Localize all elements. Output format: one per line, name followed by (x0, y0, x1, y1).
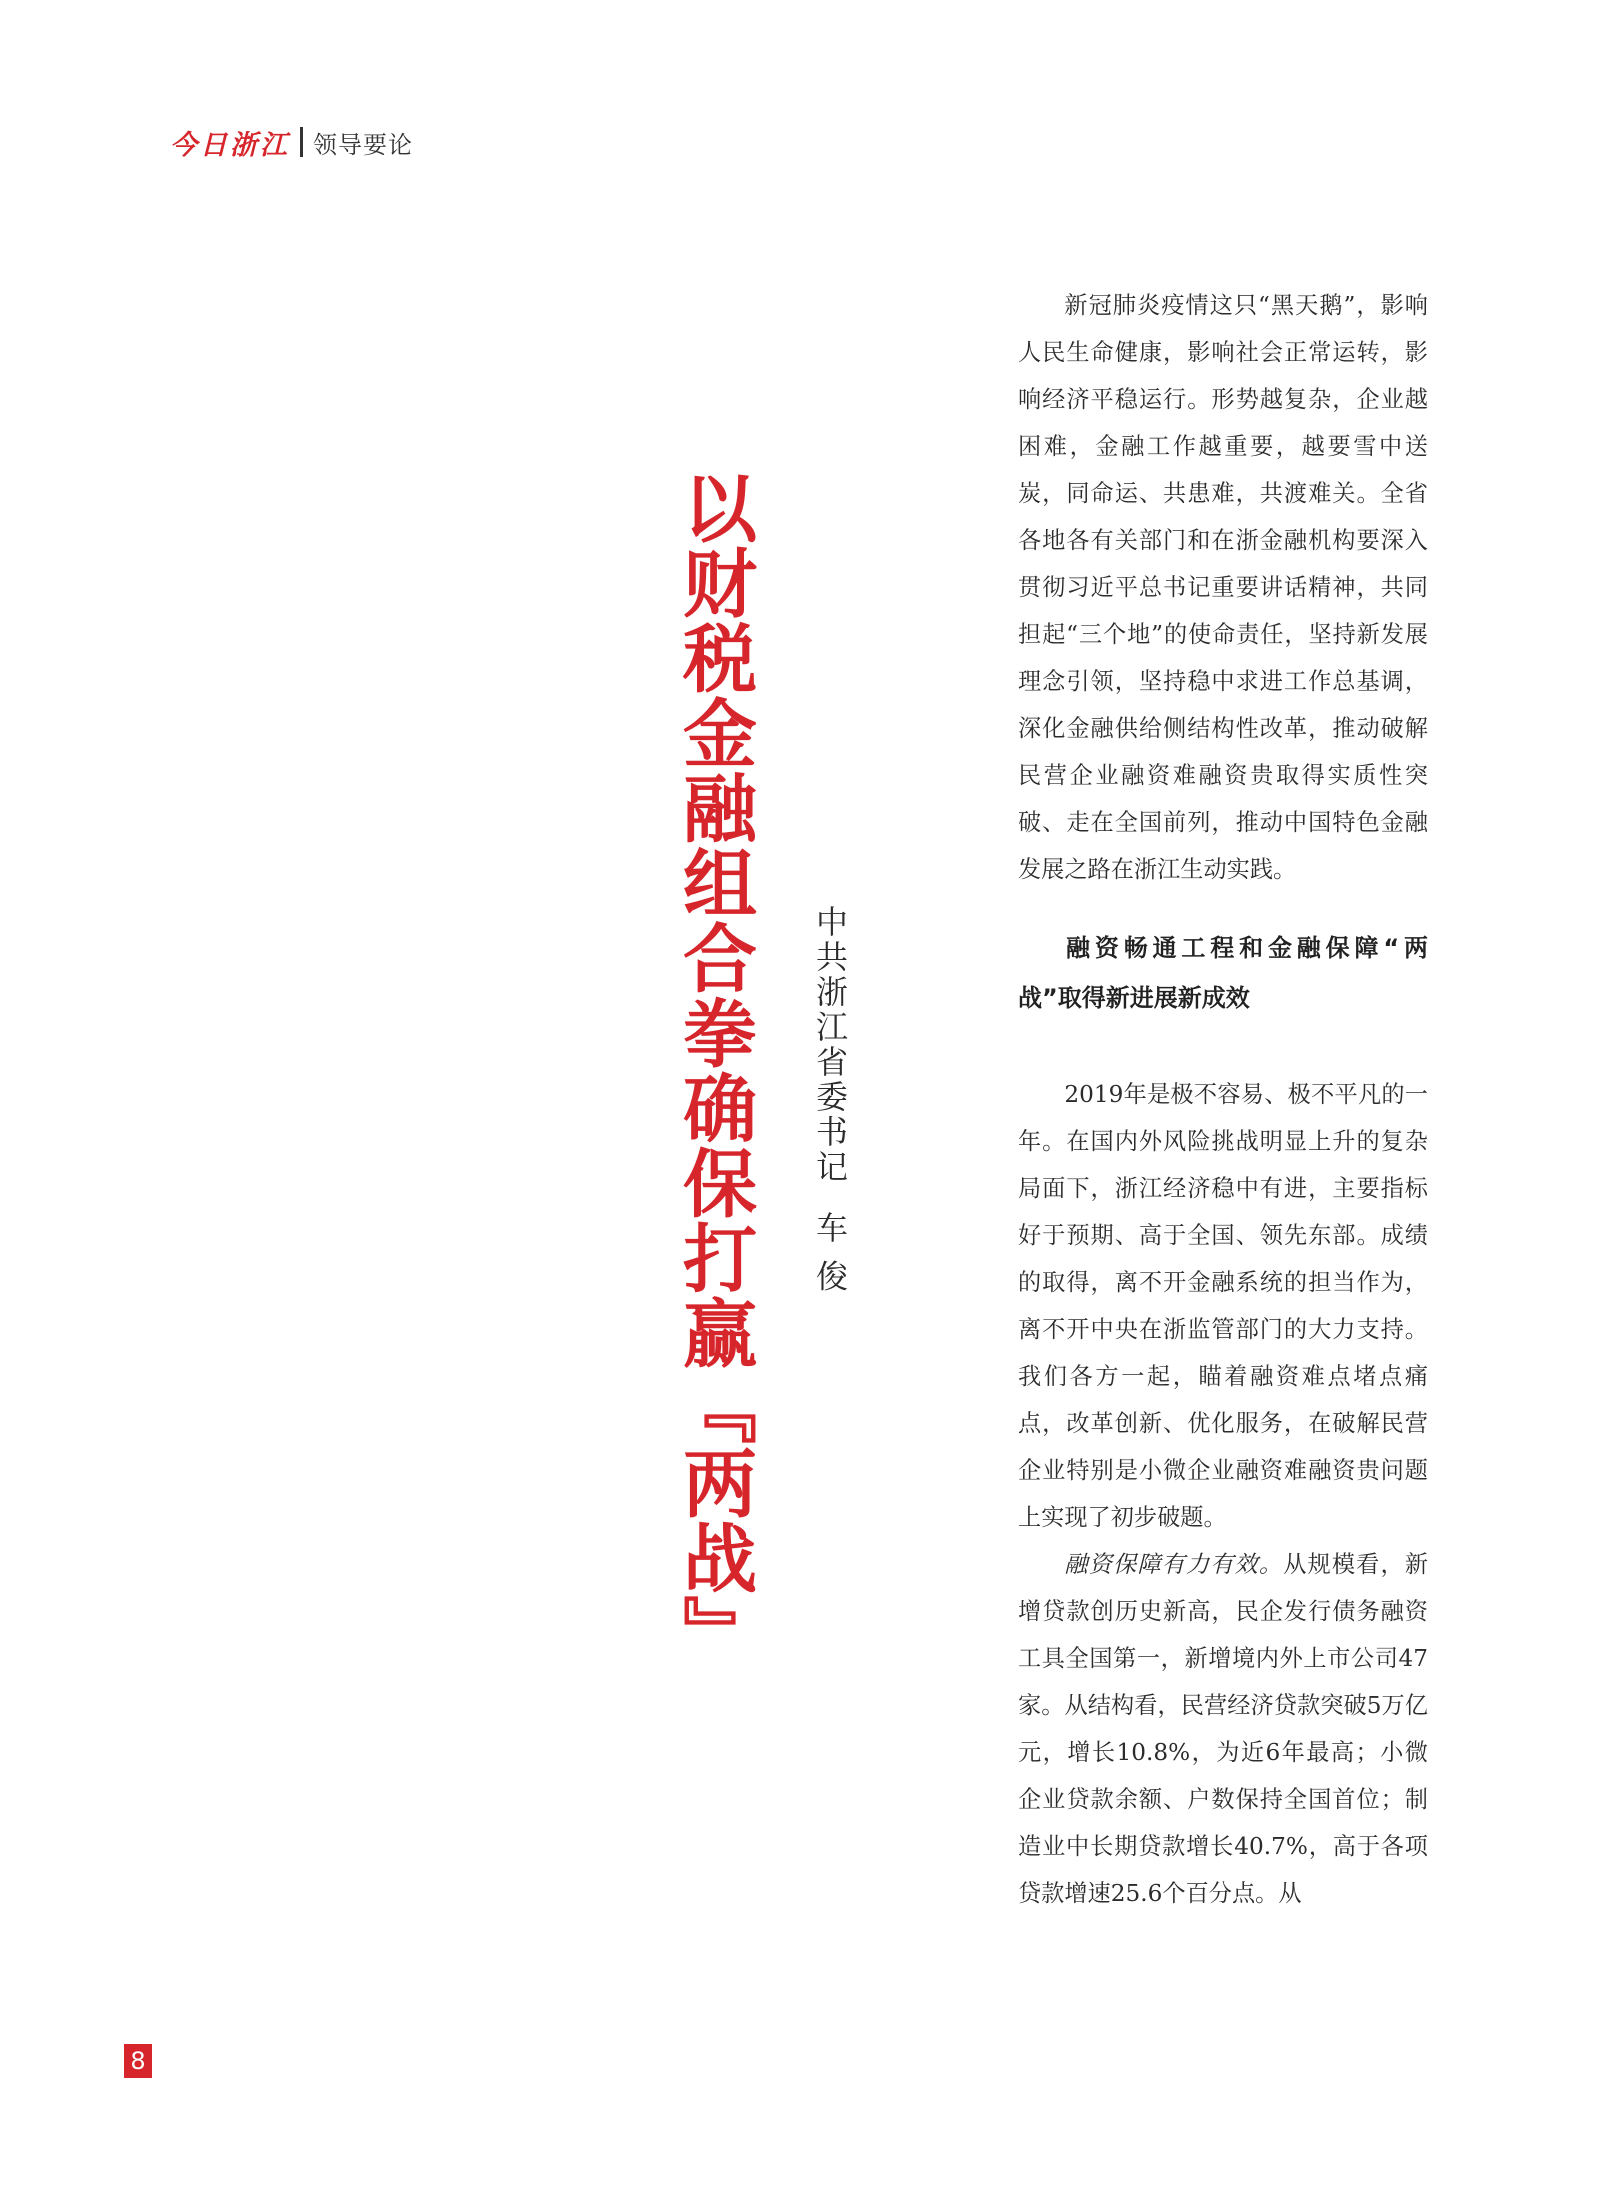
header-divider (300, 127, 303, 157)
section-name: 领导要论 (313, 130, 413, 159)
article-body (1018, 282, 1428, 1917)
author-position: 中共浙江省委书记 (811, 905, 849, 1185)
paragraph-financing-text: 从规模看，新增贷款创历史新高，民企发行债务融资工具全国第一，新增境内外上市公司47家。从结构看，民营经济贷款突破5万亿元，增长10.8%，为近6年最高；小微企业贷款余额、户数保持全国首位；制造业中长期贷款增长40.7%，高于各项贷款增速25.6个百分点。从 (1018, 1551, 1429, 1907)
magazine-logo: 今日浙江 (170, 129, 290, 161)
section-subheading: 融资畅通工程和金融保障“两战”取得新进展新成效 (1018, 934, 1428, 1012)
page-header (170, 125, 413, 159)
article-title: 以财税金融组合拳确保打赢『两战』 (671, 470, 757, 1670)
author-byline (810, 905, 850, 1294)
page-number: 8 (124, 2044, 152, 2078)
author-name: 车 俊 (811, 1211, 849, 1295)
paragraph-2019: 2019年是极不容易、极不平凡的一年。在国内外风险挑战明显上升的复杂局面下，浙江经济稳中有进，主要指标好于预期、高于全国、领先东部。成绩的取得，离不开金融系统的担当作为，离不开中央在浙监管部门的大力支持。我们各方一起，瞄着融资难点堵点痛点，改革创新、优化服务，在破解民营企业特别是小微企业融资难融资贵问题上实现了初步破题。 (1018, 1081, 1428, 1531)
paragraph-keyword: 融资保障有力有效。 (1064, 1551, 1284, 1578)
paragraph-intro: 新冠肺炎疫情这只“黑天鹅”，影响人民生命健康，影响社会正常运转，影响经济平稳运行。形势越复杂，企业越困难，金融工作越重要，越要雪中送炭，同命运、共患难，共渡难关。全省各地各有关部门和在浙金融机构要深入贯彻习近平总书记重要讲话精神，共同担起“三个地”的使命责任，坚持新发展理念引领，坚持稳中求进工作总基调，深化金融供给侧结构性改革，推动破解民营企业融资难融资贵取得实质性突破、走在全国前列，推动中国特色金融发展之路在浙江生动实践。 (1018, 292, 1428, 883)
paragraph-financing (1018, 1541, 1428, 1917)
